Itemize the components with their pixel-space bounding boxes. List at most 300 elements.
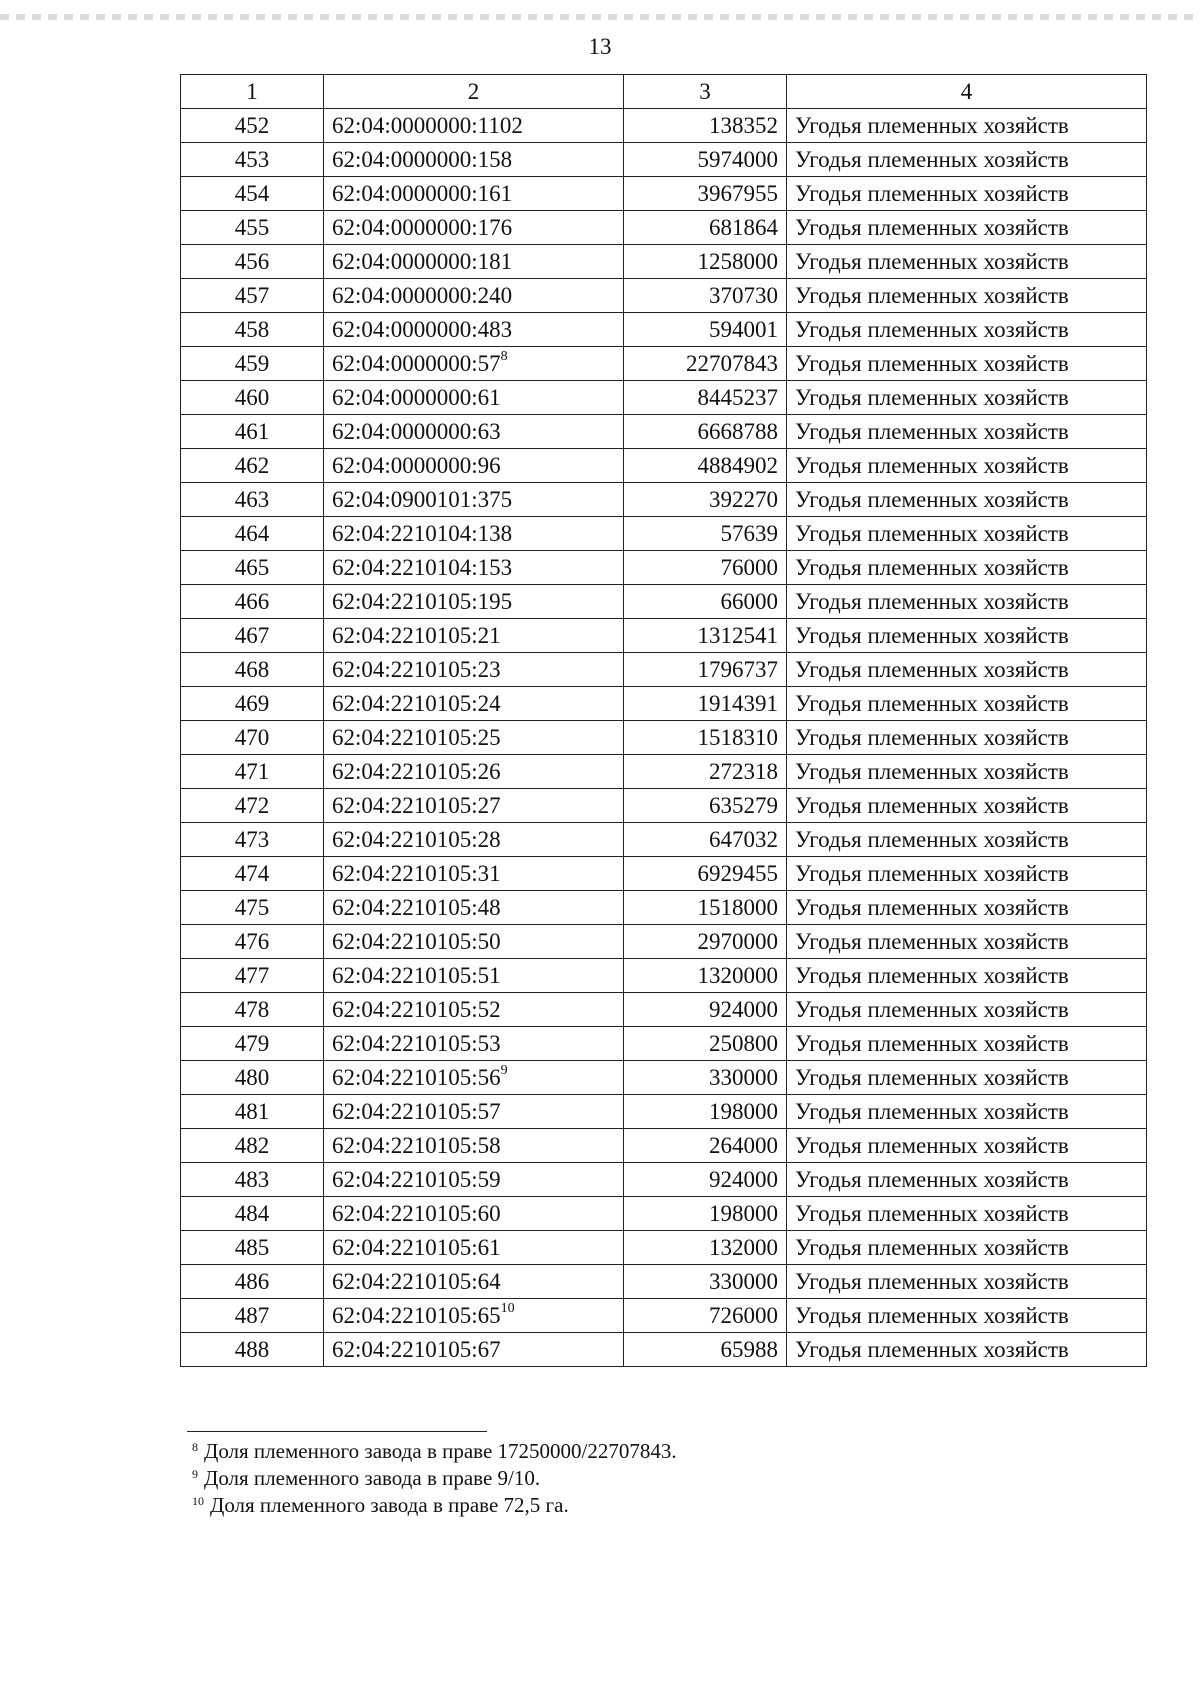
footnote-item <box>192 1492 677 1519</box>
table-row <box>181 789 1147 823</box>
row-number-text: 471 <box>234 759 270 784</box>
table-row <box>181 517 1147 551</box>
cadastral-number-text: 62:04:2210105:53 <box>332 1031 501 1056</box>
scan-edge-noise <box>0 14 1200 20</box>
row-number-text: 487 <box>234 1303 270 1328</box>
land-purpose-text: Угодья племенных хозяйств <box>795 1099 1069 1124</box>
area-value <box>624 585 787 619</box>
cadastral-number-text: 62:04:0000000:57 <box>332 351 501 376</box>
row-number <box>181 1197 324 1231</box>
land-purpose <box>787 279 1147 313</box>
row-number-text: 460 <box>234 385 270 410</box>
row-number <box>181 1027 324 1061</box>
cadastral-number-text: 62:04:2210105:28 <box>332 827 501 852</box>
area-value-text: 198000 <box>709 1201 778 1226</box>
cadastral-number <box>324 789 624 823</box>
cadastral-number <box>324 1333 624 1367</box>
row-number <box>181 687 324 721</box>
row-number <box>181 517 324 551</box>
area-value <box>624 415 787 449</box>
row-number-text: 470 <box>234 725 270 750</box>
area-value <box>624 517 787 551</box>
land-purpose-text: Угодья племенных хозяйств <box>795 623 1069 648</box>
area-value-text: 330000 <box>709 1269 778 1294</box>
area-value-text: 1258000 <box>697 249 778 274</box>
cadastral-number <box>324 1231 624 1265</box>
column-header-2: 2 <box>324 75 624 109</box>
land-purpose-text: Угодья племенных хозяйств <box>795 963 1069 988</box>
cadastral-number <box>324 687 624 721</box>
area-value-text: 2970000 <box>697 929 778 954</box>
area-value <box>624 721 787 755</box>
table-row <box>181 483 1147 517</box>
row-number-text: 461 <box>234 419 270 444</box>
cadastral-number-text: 62:04:2210105:67 <box>332 1337 501 1362</box>
table-row <box>181 381 1147 415</box>
area-value-text: 132000 <box>709 1235 778 1260</box>
column-header-3: 3 <box>624 75 787 109</box>
area-value-text: 57639 <box>720 521 778 546</box>
table-row <box>181 347 1147 381</box>
area-value <box>624 143 787 177</box>
row-number-text: 472 <box>234 793 270 818</box>
area-value <box>624 1095 787 1129</box>
area-value-text: 4884902 <box>697 453 778 478</box>
cadastral-number <box>324 517 624 551</box>
land-purpose <box>787 313 1147 347</box>
land-purpose <box>787 177 1147 211</box>
table-row <box>181 1095 1147 1129</box>
row-number <box>181 1265 324 1299</box>
cadastral-number <box>324 1163 624 1197</box>
cadastral-number-text: 62:04:2210105:25 <box>332 725 501 750</box>
land-purpose-text: Угодья племенных хозяйств <box>795 827 1069 852</box>
cadastral-number-text: 62:04:2210105:57 <box>332 1099 501 1124</box>
land-purpose-text: Угодья племенных хозяйств <box>795 317 1069 342</box>
table-row <box>181 1129 1147 1163</box>
row-number-text: 453 <box>234 147 270 172</box>
area-value-text: 3967955 <box>697 181 778 206</box>
table-row <box>181 1197 1147 1231</box>
cadastral-number <box>324 891 624 925</box>
row-number <box>181 1333 324 1367</box>
land-purpose <box>787 1095 1147 1129</box>
land-purpose <box>787 211 1147 245</box>
land-purpose-text: Угодья племенных хозяйств <box>795 793 1069 818</box>
table-row <box>181 415 1147 449</box>
row-number-text: 484 <box>234 1201 270 1226</box>
row-number <box>181 653 324 687</box>
land-purpose <box>787 381 1147 415</box>
area-value <box>624 619 787 653</box>
cadastral-number-text: 62:04:2210105:58 <box>332 1133 501 1158</box>
cadastral-number-text: 62:04:2210105:24 <box>332 691 501 716</box>
cadastral-number-text: 62:04:2210105:195 <box>332 589 513 614</box>
area-value <box>624 1333 787 1367</box>
area-value <box>624 1299 787 1333</box>
cadastral-number-text: 62:04:0000000:240 <box>332 283 513 308</box>
land-purpose <box>787 755 1147 789</box>
row-number <box>181 177 324 211</box>
area-value <box>624 1231 787 1265</box>
cadastral-number-text: 62:04:2210105:23 <box>332 657 501 682</box>
cadastral-number-text: 62:04:0000000:61 <box>332 385 501 410</box>
cadastral-number-text: 62:04:2210104:138 <box>332 521 513 546</box>
row-number-text: 476 <box>234 929 270 954</box>
page-number: 13 <box>588 34 612 59</box>
cadastral-number-text: 62:04:2210105:50 <box>332 929 501 954</box>
cadastral-number <box>324 415 624 449</box>
table-row <box>181 245 1147 279</box>
cadastral-number <box>324 1095 624 1129</box>
row-number-text: 465 <box>234 555 270 580</box>
cadastral-number <box>324 381 624 415</box>
area-value-text: 681864 <box>709 215 778 240</box>
land-purpose <box>787 653 1147 687</box>
table-row <box>181 619 1147 653</box>
area-value <box>624 1163 787 1197</box>
cadastral-number <box>324 1197 624 1231</box>
area-value <box>624 347 787 381</box>
table-row <box>181 755 1147 789</box>
area-value <box>624 1027 787 1061</box>
row-number-text: 478 <box>234 997 270 1022</box>
area-value <box>624 279 787 313</box>
land-purpose-text: Угодья племенных хозяйств <box>795 249 1069 274</box>
land-purpose <box>787 1299 1147 1333</box>
land-purpose-text: Угодья племенных хозяйств <box>795 521 1069 546</box>
table-row <box>181 279 1147 313</box>
cadastral-number-text: 62:04:2210105:51 <box>332 963 501 988</box>
area-value-text: 250800 <box>709 1031 778 1056</box>
land-purpose <box>787 1197 1147 1231</box>
area-value-text: 272318 <box>709 759 778 784</box>
table-row <box>181 551 1147 585</box>
land-purpose-text: Угодья племенных хозяйств <box>795 725 1069 750</box>
land-purpose-text: Угодья племенных хозяйств <box>795 1235 1069 1260</box>
land-purpose-text: Угодья племенных хозяйств <box>795 147 1069 172</box>
land-purpose <box>787 347 1147 381</box>
row-number <box>181 1163 324 1197</box>
table-row <box>181 449 1147 483</box>
land-purpose <box>787 551 1147 585</box>
cadastral-number-text: 62:04:0000000:96 <box>332 453 501 478</box>
area-value-text: 6668788 <box>697 419 778 444</box>
cadastral-number-text: 62:04:2210105:26 <box>332 759 501 784</box>
area-value-text: 647032 <box>709 827 778 852</box>
land-purpose <box>787 993 1147 1027</box>
row-number <box>181 449 324 483</box>
row-number-text: 474 <box>234 861 270 886</box>
land-purpose-text: Угодья племенных хозяйств <box>795 861 1069 886</box>
land-purpose-text: Угодья племенных хозяйств <box>795 215 1069 240</box>
table-body <box>181 75 1147 1367</box>
footnote-divider <box>187 1431 487 1432</box>
footnotes <box>192 1438 677 1519</box>
row-number <box>181 1299 324 1333</box>
row-number <box>181 585 324 619</box>
land-purpose-text: Угодья племенных хозяйств <box>795 453 1069 478</box>
land-purpose-text: Угодья племенных хозяйств <box>795 759 1069 784</box>
cadastral-number <box>324 1299 624 1333</box>
cadastral-number-text: 62:04:0900101:375 <box>332 487 513 512</box>
table-row <box>181 313 1147 347</box>
area-value <box>624 313 787 347</box>
row-number <box>181 925 324 959</box>
row-number-text: 468 <box>234 657 270 682</box>
land-purpose <box>787 1027 1147 1061</box>
row-number-text: 488 <box>234 1337 270 1362</box>
cadastral-number-text: 62:04:0000000:1102 <box>332 113 523 138</box>
table-row <box>181 687 1147 721</box>
area-value <box>624 789 787 823</box>
land-purpose <box>787 823 1147 857</box>
row-number-text: 455 <box>234 215 270 240</box>
footnote-text: Доля племенного завода в праве 9/10. <box>204 1466 541 1490</box>
area-value-text: 594001 <box>709 317 778 342</box>
footnote-mark: 8 <box>192 1440 198 1454</box>
row-number <box>181 755 324 789</box>
row-number <box>181 857 324 891</box>
area-value <box>624 381 787 415</box>
footnote-reference: 9 <box>500 1063 508 1079</box>
cadastral-number <box>324 993 624 1027</box>
cadastral-number <box>324 585 624 619</box>
area-value-text: 264000 <box>709 1133 778 1158</box>
cadastral-number-text: 62:04:0000000:181 <box>332 249 513 274</box>
row-number-text: 475 <box>234 895 270 920</box>
table-row <box>181 585 1147 619</box>
cadastral-number-text: 62:04:0000000:63 <box>332 419 501 444</box>
land-purpose <box>787 483 1147 517</box>
row-number <box>181 381 324 415</box>
row-number-text: 452 <box>234 113 270 138</box>
cadastral-number-text: 62:04:2210104:153 <box>332 555 513 580</box>
row-number <box>181 823 324 857</box>
area-value <box>624 1265 787 1299</box>
column-header-1: 1 <box>181 75 324 109</box>
land-purpose <box>787 721 1147 755</box>
row-number <box>181 143 324 177</box>
row-number-text: 477 <box>234 963 270 988</box>
cadastral-number-text: 62:04:2210105:31 <box>332 861 501 886</box>
cadastral-number <box>324 1027 624 1061</box>
area-value <box>624 925 787 959</box>
cadastral-number <box>324 721 624 755</box>
land-purpose <box>787 449 1147 483</box>
row-number-text: 473 <box>234 827 270 852</box>
cadastral-number <box>324 551 624 585</box>
area-value-text: 1518310 <box>697 725 778 750</box>
cadastral-number-text: 62:04:0000000:158 <box>332 147 513 172</box>
cadastral-number-text: 62:04:2210105:52 <box>332 997 501 1022</box>
table-row <box>181 1163 1147 1197</box>
row-number-text: 456 <box>234 249 270 274</box>
cadastral-number <box>324 1265 624 1299</box>
area-value <box>624 823 787 857</box>
area-value-text: 1914391 <box>697 691 778 716</box>
area-value <box>624 177 787 211</box>
cadastral-number <box>324 1061 624 1095</box>
area-value-text: 370730 <box>709 283 778 308</box>
row-number-text: 463 <box>234 487 270 512</box>
land-purpose-text: Угодья племенных хозяйств <box>795 1167 1069 1192</box>
footnote-reference: 10 <box>500 1301 515 1317</box>
cadastral-number <box>324 925 624 959</box>
area-value <box>624 653 787 687</box>
area-value <box>624 551 787 585</box>
row-number-text: 457 <box>234 283 270 308</box>
table-row <box>181 959 1147 993</box>
row-number-text: 482 <box>234 1133 270 1158</box>
area-value <box>624 245 787 279</box>
cadastral-number-text: 62:04:2210105:21 <box>332 623 501 648</box>
cadastral-number <box>324 823 624 857</box>
land-purpose-text: Угодья племенных хозяйств <box>795 181 1069 206</box>
land-purpose <box>787 143 1147 177</box>
cadastral-number-text: 62:04:2210105:27 <box>332 793 501 818</box>
area-value <box>624 1197 787 1231</box>
footnote-text: Доля племенного завода в праве 72,5 га. <box>210 1493 569 1517</box>
table-row <box>181 1027 1147 1061</box>
area-value <box>624 755 787 789</box>
row-number <box>181 959 324 993</box>
area-value <box>624 891 787 925</box>
table-row <box>181 1333 1147 1367</box>
land-purpose-text: Угодья племенных хозяйств <box>795 555 1069 580</box>
cadastral-number-text: 62:04:0000000:483 <box>332 317 513 342</box>
table-row <box>181 1265 1147 1299</box>
land-purpose-text: Угодья племенных хозяйств <box>795 657 1069 682</box>
cadastral-number <box>324 245 624 279</box>
land-purpose <box>787 585 1147 619</box>
land-purpose-text: Угодья племенных хозяйств <box>795 589 1069 614</box>
table-row <box>181 1061 1147 1095</box>
land-purpose <box>787 1333 1147 1367</box>
area-value <box>624 857 787 891</box>
land-purpose-text: Угодья племенных хозяйств <box>795 351 1069 376</box>
row-number-text: 458 <box>234 317 270 342</box>
table-row <box>181 653 1147 687</box>
cadastral-number-text: 62:04:2210105:64 <box>332 1269 501 1294</box>
cadastral-number <box>324 279 624 313</box>
land-purpose <box>787 1129 1147 1163</box>
row-number <box>181 1231 324 1265</box>
row-number <box>181 891 324 925</box>
row-number-text: 486 <box>234 1269 270 1294</box>
area-value-text: 392270 <box>709 487 778 512</box>
row-number <box>181 483 324 517</box>
cadastral-number <box>324 755 624 789</box>
row-number-text: 467 <box>234 623 270 648</box>
land-purpose-text: Угодья племенных хозяйств <box>795 1133 1069 1158</box>
footnote-mark: 10 <box>192 1494 204 1508</box>
area-value-text: 635279 <box>709 793 778 818</box>
cadastral-number-text: 62:04:2210105:60 <box>332 1201 501 1226</box>
land-purpose <box>787 857 1147 891</box>
land-purpose-text: Угодья племенных хозяйств <box>795 1269 1069 1294</box>
area-value-text: 138352 <box>709 113 778 138</box>
table-row <box>181 925 1147 959</box>
land-purpose-text: Угодья племенных хозяйств <box>795 1031 1069 1056</box>
land-purpose <box>787 1231 1147 1265</box>
table-row <box>181 891 1147 925</box>
table-row <box>181 823 1147 857</box>
land-purpose-text: Угодья племенных хозяйств <box>795 113 1069 138</box>
area-value-text: 1518000 <box>697 895 778 920</box>
footnote-reference: 8 <box>500 349 508 365</box>
area-value <box>624 1129 787 1163</box>
area-value-text: 22707843 <box>686 351 778 376</box>
table-row <box>181 1231 1147 1265</box>
land-purpose-text: Угодья племенных хозяйств <box>795 895 1069 920</box>
area-value-text: 1312541 <box>697 623 778 648</box>
area-value <box>624 449 787 483</box>
row-number-text: 479 <box>234 1031 270 1056</box>
cadastral-number <box>324 653 624 687</box>
cadastral-number-text: 62:04:0000000:161 <box>332 181 513 206</box>
cadastral-number <box>324 347 624 381</box>
cadastral-number <box>324 483 624 517</box>
area-value <box>624 687 787 721</box>
land-purpose-text: Угодья племенных хозяйств <box>795 691 1069 716</box>
cadastral-number <box>324 109 624 143</box>
area-value <box>624 109 787 143</box>
land-purpose-text: Угодья племенных хозяйств <box>795 997 1069 1022</box>
cadastral-number-text: 62:04:2210105:48 <box>332 895 501 920</box>
land-purpose <box>787 619 1147 653</box>
area-value-text: 1320000 <box>697 963 778 988</box>
land-purpose <box>787 1265 1147 1299</box>
cadastral-number <box>324 959 624 993</box>
table-row <box>181 721 1147 755</box>
land-purpose <box>787 687 1147 721</box>
row-number <box>181 279 324 313</box>
land-purpose-text: Угодья племенных хозяйств <box>795 419 1069 444</box>
area-value-text: 330000 <box>709 1065 778 1090</box>
row-number <box>181 1061 324 1095</box>
row-number <box>181 789 324 823</box>
area-value-text: 8445237 <box>697 385 778 410</box>
area-value-text: 924000 <box>709 997 778 1022</box>
area-value-text: 198000 <box>709 1099 778 1124</box>
area-value <box>624 483 787 517</box>
table-row <box>181 211 1147 245</box>
land-purpose-text: Угодья племенных хозяйств <box>795 1303 1069 1328</box>
column-header-4: 4 <box>787 75 1147 109</box>
row-number-text: 466 <box>234 589 270 614</box>
land-purpose <box>787 891 1147 925</box>
land-purpose-text: Угодья племенных хозяйств <box>795 929 1069 954</box>
cadastral-number-text: 62:04:2210105:56 <box>332 1065 501 1090</box>
cadastral-number-text: 62:04:2210105:65 <box>332 1303 501 1328</box>
area-value <box>624 211 787 245</box>
cadastral-number-text: 62:04:2210105:59 <box>332 1167 501 1192</box>
area-value-text: 5974000 <box>697 147 778 172</box>
land-registry-table <box>180 74 1147 1367</box>
table-row <box>181 1299 1147 1333</box>
area-value-text: 66000 <box>720 589 778 614</box>
table-row <box>181 143 1147 177</box>
table-row <box>181 109 1147 143</box>
row-number-text: 480 <box>234 1065 270 1090</box>
cadastral-number <box>324 313 624 347</box>
row-number-text: 469 <box>234 691 270 716</box>
row-number <box>181 1129 324 1163</box>
land-purpose-text: Угодья племенных хозяйств <box>795 1065 1069 1090</box>
cadastral-number <box>324 857 624 891</box>
footnote-text: Доля племенного завода в праве 17250000/22707843. <box>204 1439 677 1463</box>
